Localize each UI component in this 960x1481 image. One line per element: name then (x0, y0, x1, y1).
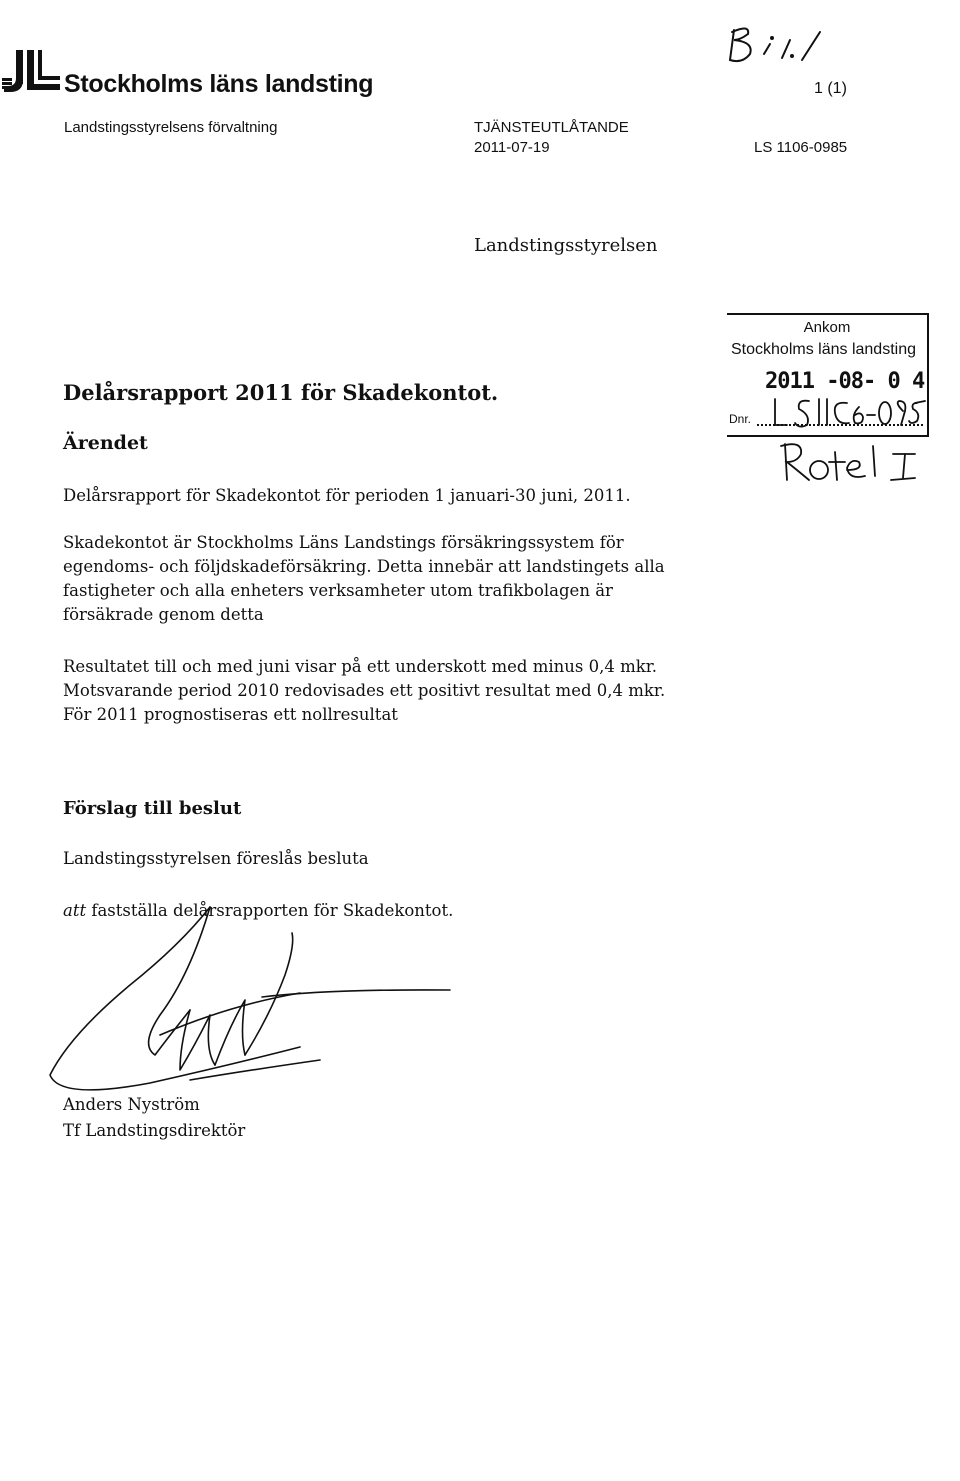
stamp-organization: Stockholms läns landsting (731, 341, 916, 358)
result-line: Resultatet till och med juni visar på ett underskott med minus 0,4 mkr. (63, 657, 658, 676)
decision-text: fastställa delårsrapporten för Skadekontot. (86, 901, 454, 920)
handwritten-rotel (775, 440, 925, 490)
paragraph-description: Skadekontot är Stockholms Läns Landstings försäkringssystem för egendoms- och följdskadeförsäkring. Detta innebär att landstingets alla fastigheter och alla enheters verksamheter utom trafikbolagen är försäkrade genom detta (63, 533, 665, 624)
proposal-heading: Förslag till beslut (63, 798, 242, 819)
document-title: Delårsrapport 2011 för Skadekontot. (63, 380, 499, 405)
proposal-intro: Landstingsstyrelsen föreslås besluta (63, 849, 369, 868)
page-number: 1 (1) (814, 80, 847, 97)
section-heading: Ärendet (63, 432, 148, 454)
result-line: Motsvarande period 2010 redovisades ett positivt resultat med 0,4 mkr. (63, 681, 666, 700)
document-date: 2011-07-19 (474, 139, 550, 156)
handwritten-signature (30, 905, 470, 1115)
handwritten-dnr (767, 393, 927, 435)
stamp-label: Ankom (803, 319, 851, 336)
sll-logo-icon (2, 48, 62, 94)
stamp-date: 2011 -08- 0 4 (765, 369, 925, 394)
att-word: att (63, 901, 87, 920)
department: Landstingsstyrelsens förvaltning (64, 119, 278, 136)
received-stamp (727, 313, 927, 441)
signer-name: Anders Nyström (63, 1095, 200, 1114)
stamp-dnr-label: Dnr. (729, 412, 752, 426)
paragraph-result (63, 655, 665, 727)
document-reference: LS 1106-0985 (754, 139, 848, 156)
result-line: För 2011 prognostiseras ett nollresultat (63, 705, 398, 724)
recipient: Landstingsstyrelsen (474, 235, 658, 256)
handwritten-bil-mark (720, 20, 830, 70)
signer-title: Tf Landstingsdirektör (63, 1121, 246, 1140)
paragraph-period: Delårsrapport för Skadekontot för perioden 1 januari-30 juni, 2011. (63, 486, 631, 505)
organization-name: Stockholms läns landsting (64, 70, 374, 98)
document-type: TJÄNSTEUTLÅTANDE (474, 119, 629, 136)
